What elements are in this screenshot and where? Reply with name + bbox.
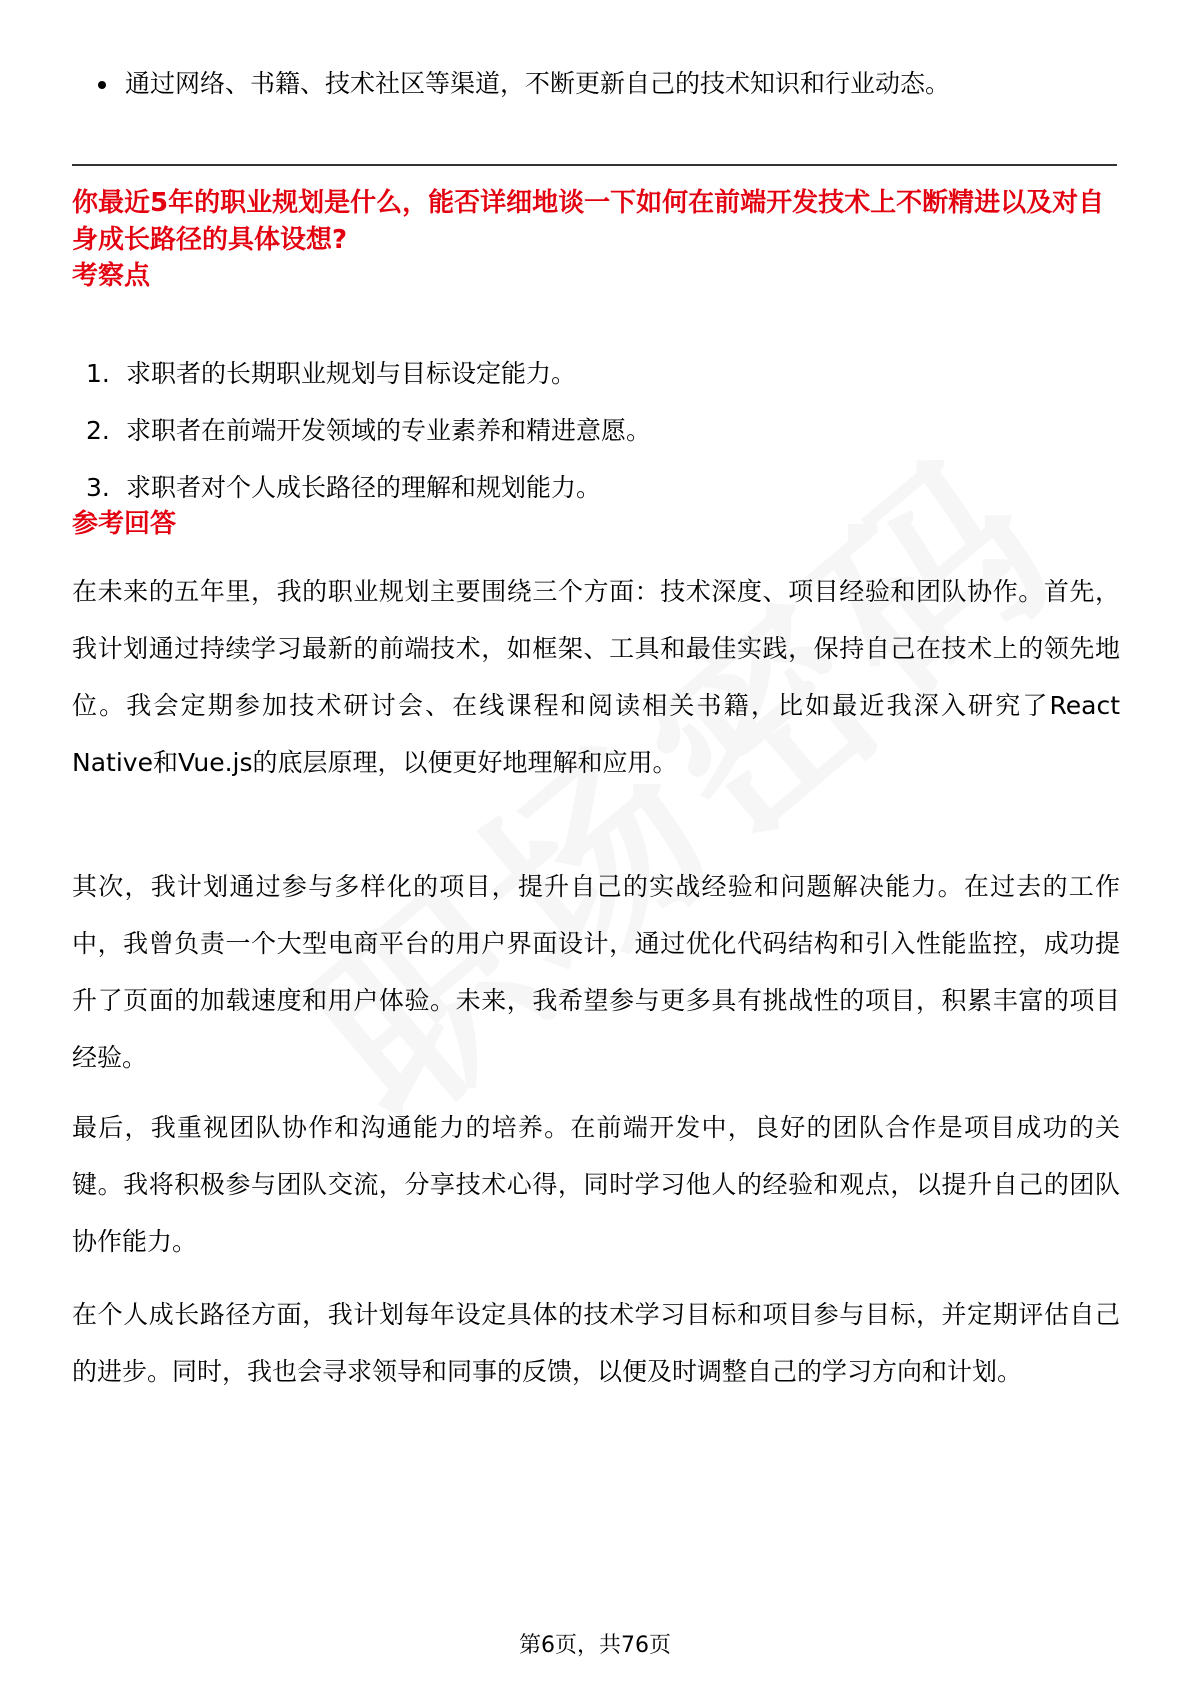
answer-paragraph: 在个人成长路径方面，我计划每年设定具体的技术学习目标和项目参与目标，并定期评估自己的进步。同时，我也会寻求领导和同事的反馈，以便及时调整自己的学习方向和计划。: [72, 1300, 1120, 1386]
bullet-text: 通过网络、书籍、技术社区等渠道，不断更新自己的技术知识和行业动态。: [125, 69, 951, 98]
points-list-number: 2.: [86, 416, 110, 445]
points-list-item: [72, 411, 1112, 468]
page-number-footer: 第6页，共76页: [519, 1633, 671, 1658]
points-list-text: 求职者的长期职业规划与目标设定能力。: [126, 359, 577, 388]
points-list: [72, 354, 1112, 525]
answer-paragraph: 在未来的五年里，我的职业规划主要围绕三个方面：技术深度、项目经验和团队协作。首先，我计划通过持续学习最新的前端技术，如框架、工具和最佳实践，保持自己在技术上的领先地位。我会定期参加技术研讨会、在线课程和阅读相关书籍，比如最近我深入研究了React Native和Vue.js的底层原理，以便更好地理解和应用。: [72, 577, 1120, 777]
answer-heading: 参考回答: [72, 509, 177, 539]
section-divider: [72, 164, 1117, 166]
points-list-text: 求职者对个人成长路径的理解和规划能力。: [126, 473, 602, 502]
points-list-item: [72, 468, 1112, 525]
points-list-number: 1.: [86, 359, 110, 388]
question-heading: 你最近5年的职业规划是什么，能否详细地谈一下如何在前端开发技术上不断精进以及对自身成长路径的具体设想?: [72, 188, 1105, 255]
bullet-dot-icon: [98, 81, 106, 89]
answer-paragraph: 最后，我重视团队协作和沟通能力的培养。在前端开发中，良好的团队合作是项目成功的关键。我将积极参与团队交流，分享技术心得，同时学习他人的经验和观点，以提升自己的团队协作能力。: [72, 1113, 1120, 1256]
answer-paragraph: 其次，我计划通过参与多样化的项目，提升自己的实战经验和问题解决能力。在过去的工作中，我曾负责一个大型电商平台的用户界面设计，通过优化代码结构和引入性能监控，成功提升了页面的加载速度和用户体验。未来，我希望参与更多具有挑战性的项目，积累丰富的项目经验。: [72, 872, 1120, 1072]
points-list-item: [72, 354, 1112, 411]
points-heading: 考察点: [72, 261, 151, 291]
points-list-text: 求职者在前端开发领域的专业素养和精进意愿。: [126, 416, 652, 445]
points-list-number: 3.: [86, 473, 110, 502]
